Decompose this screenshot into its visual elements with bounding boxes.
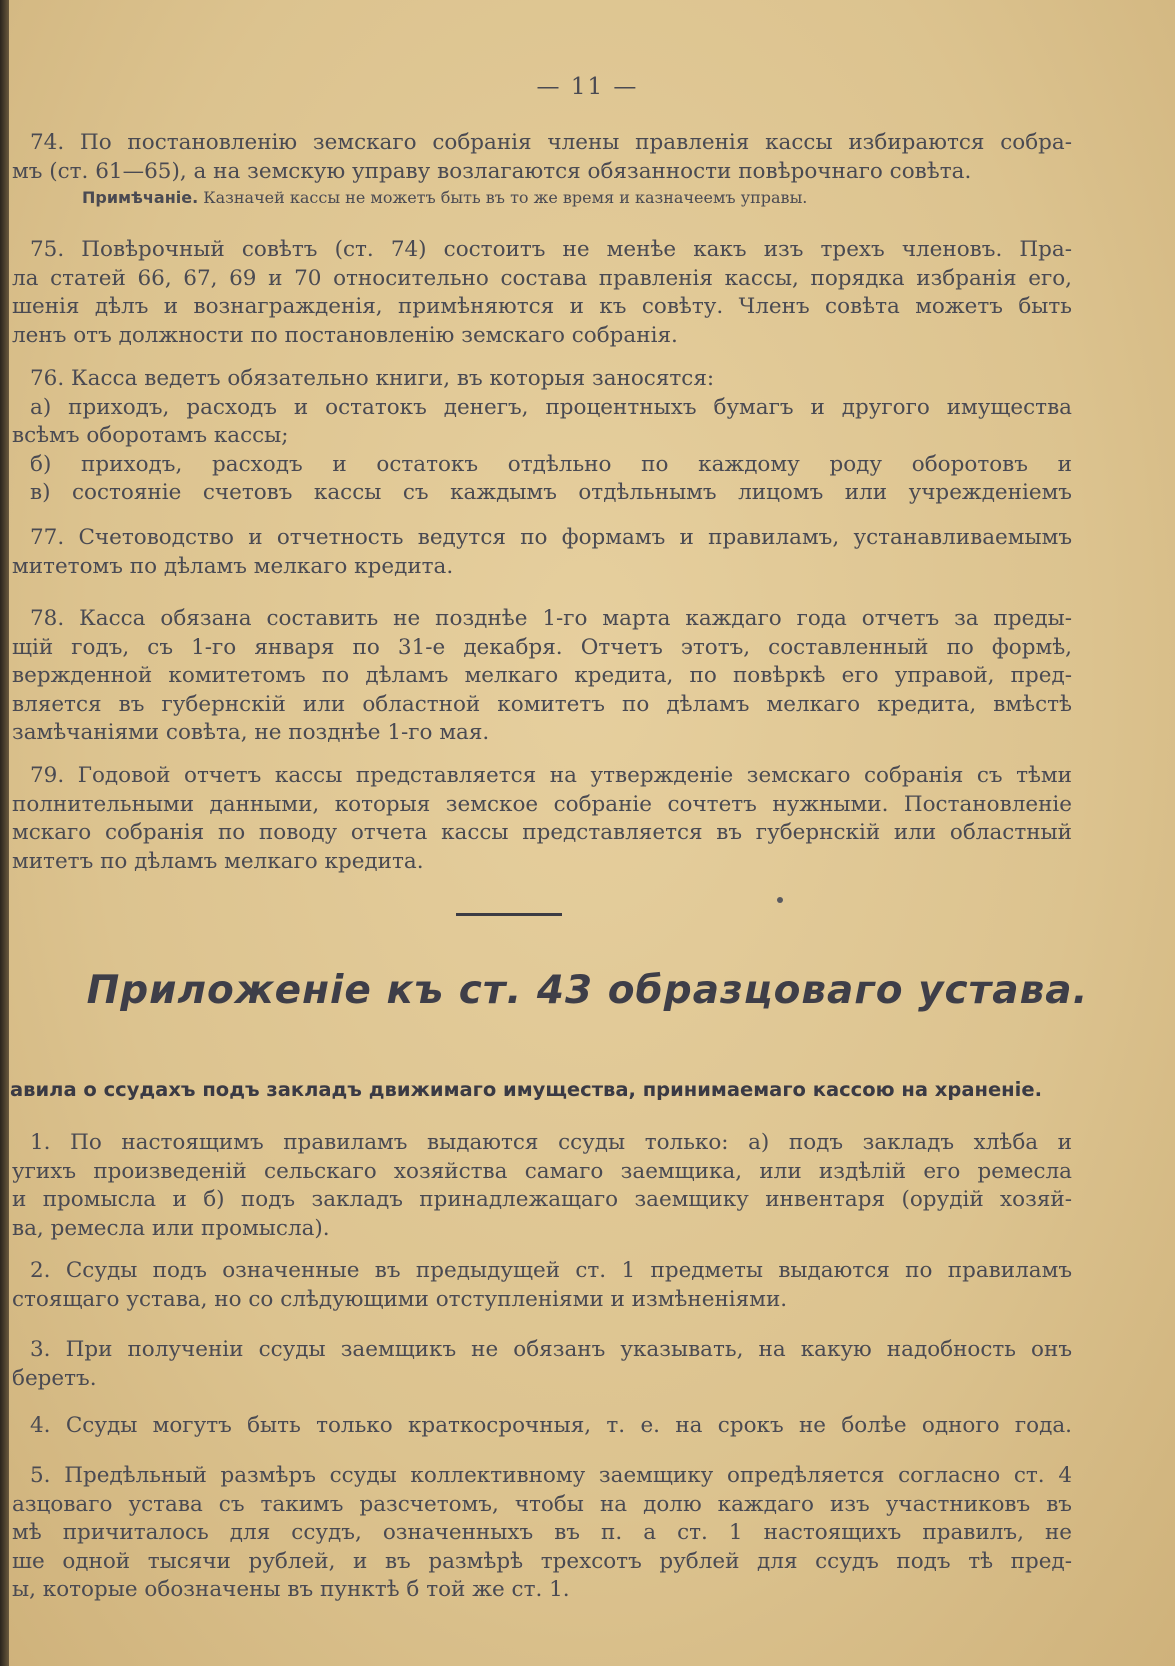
page-number: — 11 — (536, 74, 639, 100)
text-line: 75. Повѣрочный совѣтъ (ст. 74) состоитъ не менѣе какъ изъ трехъ членовъ. Пра- (30, 237, 1072, 262)
text-line: в) состояніе счетовъ кассы съ каждымъ отдѣльнымъ лицомъ или учрежденіемъ (30, 480, 1072, 505)
text-line: 76. Касса ведетъ обязательно книги, въ которыя заносятся: (30, 366, 715, 391)
text-line: шенія дѣлъ и вознагражденія, примѣняются и къ совѣту. Членъ совѣта можетъ быть (12, 294, 1072, 319)
rule-3 (12, 1336, 1072, 1393)
text-line: ше одной тысячи рублей, и въ размѣрѣ трехсотъ рублей для ссудъ подъ тѣ пред- (12, 1548, 1072, 1574)
book-spine-shadow (0, 0, 9, 1666)
text-line: 78. Касса обязана составить не позднѣе 1-го марта каждаго года отчетъ за преды- (30, 606, 1072, 631)
text-line: вержденной комитетомъ по дѣламъ мелкаго кредита, по повѣркѣ его управой, пред- (12, 663, 1072, 688)
text-line: щій годъ, съ 1-го января по 31-е декабря. Отчетъ этотъ, составленный по формѣ, (12, 634, 1072, 660)
text-line: митетъ по дѣламъ мелкаго кредита. (12, 848, 424, 874)
article-77 (12, 524, 1072, 581)
text-line: 77. Счетоводство и отчетность ведутся по формамъ и правиламъ, устанавливаемымъ (30, 525, 1072, 550)
appendix-subtitle: авила о ссудахъ подъ закладъ движимаго имущества, принимаемаго кассою на храненіе. (10, 1078, 1042, 1101)
text-line: а) приходъ, расходъ и остатокъ денегъ, процентныхъ бумагъ и другого имущества (30, 394, 1072, 420)
article-75 (12, 236, 1072, 350)
text-line: 1. По настоящимъ правиламъ выдаются ссуды только: а) подъ закладъ хлѣба и (30, 1130, 1072, 1155)
text-line: угихъ произведеній сельскаго хозяйства самаго заемщика, или издѣлій его ремесла (12, 1158, 1072, 1184)
rule-1 (12, 1129, 1072, 1243)
text-line: полнительными данными, которыя земское собраніе сочтетъ нужными. Постановленіе (12, 791, 1072, 817)
text-line: б) приходъ, расходъ и остатокъ отдѣльно по каждому роду оборотовъ и (30, 451, 1072, 477)
text-line: 4. Ссуды могутъ быть только краткосрочныя, т. е. на срокъ не болѣе одного года. (30, 1413, 1072, 1438)
rule-4 (12, 1412, 1072, 1441)
article-78 (12, 605, 1072, 748)
note-label: Примѣчаніе. (82, 188, 199, 207)
rule-2 (12, 1257, 1072, 1314)
text-line: ленъ отъ должности по постановленію земскаго собранія. (12, 322, 678, 348)
article-76 (12, 365, 1072, 508)
note-text: Казначей кассы не можетъ быть въ то же время и казначеемъ управы. (198, 188, 808, 207)
ink-speck (777, 897, 783, 903)
article-74 (12, 129, 1072, 210)
note (12, 186, 1072, 210)
text-line: всѣмъ оборотамъ кассы; (12, 423, 289, 448)
text-line: 74. По постановленію земскаго собранія члены правленія кассы избираются собра- (30, 130, 1072, 155)
rule-5 (12, 1462, 1072, 1605)
text-line: мъ (ст. 61—65), а на земскую управу возлагаются обязанности повѣрочнаго совѣта. (12, 158, 972, 184)
text-line: ла статей 66, 67, 69 и 70 относительно состава правленія кассы, порядка избранія его, (12, 265, 1072, 291)
article-79 (12, 762, 1072, 876)
text-line: ы, которые обозначены въ пунктѣ б той же ст. 1. (12, 1577, 570, 1602)
text-line: замѣчаніями совѣта, не позднѣе 1-го мая. (12, 720, 490, 745)
text-line: и промысла и б) подъ закладъ принадлежащаго заемщику инвентаря (орудій хозяй- (12, 1187, 1072, 1212)
text-line: ва, ремесла или промысла). (12, 1215, 330, 1241)
text-line: мѣ причиталось для ссудъ, означенныхъ въ п. а ст. 1 настоящихъ правилъ, не (12, 1520, 1072, 1545)
appendix-title: Приложеніе къ ст. 43 образцоваго устава. (86, 968, 1089, 1013)
text-line: азцоваго устава съ такимъ разсчетомъ, чтобы на долю каждаго изъ участниковъ въ (12, 1491, 1072, 1517)
section-divider (456, 913, 562, 916)
text-line: 79. Годовой отчетъ кассы представляется на утвержденіе земскаго собранія съ тѣми (30, 763, 1072, 788)
text-line: 3. При полученіи ссуды заемщикъ не обязанъ указывать, на какую надобность онъ (30, 1337, 1072, 1362)
text-line: 5. Предѣльный размѣръ ссуды коллективному заемщику опредѣляется согласно ст. 4 (30, 1463, 1072, 1488)
text-line: вляется въ губернскій или областной комитетъ по дѣламъ мелкаго кредита, вмѣстѣ (12, 691, 1072, 717)
text-line: мскаго собранія по поводу отчета кассы представляется въ губернскій или областный (12, 820, 1072, 845)
text-line: беретъ. (12, 1365, 97, 1391)
text-line: стоящаго устава, но со слѣдующими отступленіями и измѣненіями. (12, 1286, 788, 1312)
text-line: 2. Ссуды подъ означенные въ предыдущей ст. 1 предметы выдаются по правиламъ (30, 1258, 1072, 1283)
text-line: митетомъ по дѣламъ мелкаго кредита. (12, 553, 454, 579)
